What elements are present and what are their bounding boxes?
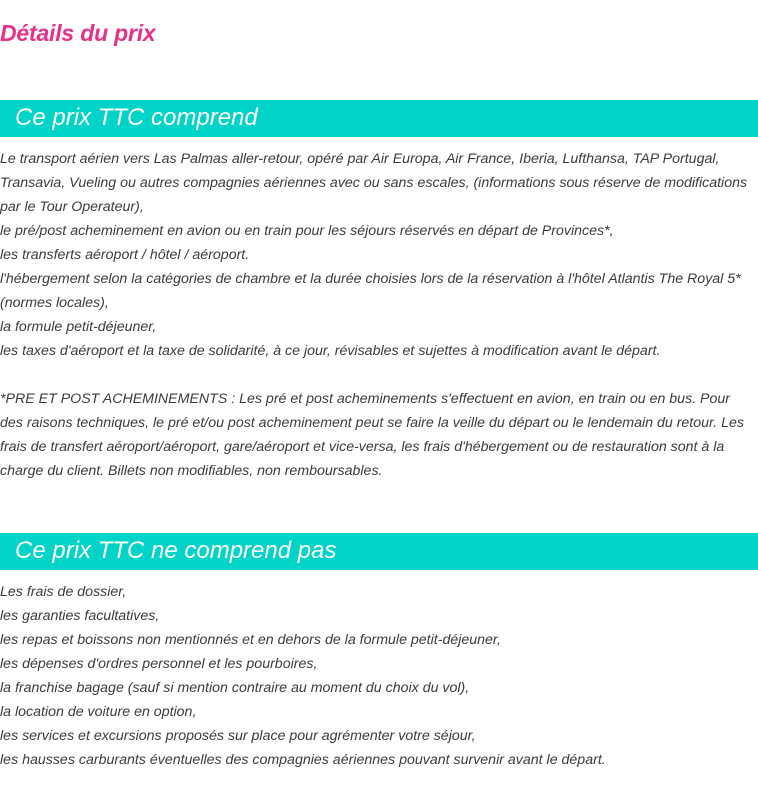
list-item: les taxes d'aéroport et la taxe de solidarité, à ce jour, révisables et sujettes à modification avant le départ. (0, 343, 661, 359)
list-item: l'hébergement selon la catégories de chambre et la durée choisies lors de la réservation à l'hôtel Atlantis The Royal 5* (normes locales), (0, 271, 741, 311)
included-heading: Ce prix TTC comprend (15, 104, 258, 131)
list-item: la location de voiture en option, (0, 704, 197, 720)
list-item: les transferts aéroport / hôtel / aéroport. (0, 247, 250, 263)
list-item: les services et excursions proposés sur place pour agrémenter votre séjour, (0, 728, 476, 744)
included-section-header (0, 100, 758, 137)
excluded-section-header (0, 533, 758, 570)
included-list (0, 147, 756, 363)
excluded-list (0, 580, 756, 772)
list-item: les garanties facultatives, (0, 608, 160, 624)
acheminement-note (0, 387, 756, 483)
note-text: *PRE ET POST ACHEMINEMENTS : Les pré et post acheminements s'effectuent en avion, en train ou en bus. Pour des raisons techniques, le pré et/ou post acheminement peut se faire la veille du départ ou le lendemain du retour. Les frais de transfert aéroport/aéroport, gare/aéroport et vice-versa, les frais d'hébergement ou de restauration sont à la charge du client. Billets non modifiables, non remboursables. (0, 391, 744, 479)
list-item: la formule petit-déjeuner, (0, 319, 157, 335)
list-item: les hausses carburants éventuelles des compagnies aériennes pouvant survenir avant le départ. (0, 752, 606, 768)
list-item: les repas et boissons non mentionnés et en dehors de la formule petit-déjeuner, (0, 632, 501, 648)
list-item: Le transport aérien vers Las Palmas aller-retour, opéré par Air Europa, Air France, Iberia, Lufthansa, TAP Portugal, Transavia, Vueling ou autres compagnies aériennes avec ou sans escales, (informations sous réserve de modifications par le Tour Operateur), (0, 151, 748, 215)
list-item: les dépenses d'ordres personnel et les pourboires, (0, 656, 318, 672)
list-item: Les frais de dossier, (0, 584, 127, 600)
list-item: la franchise bagage (sauf si mention contraire au moment du choix du vol), (0, 680, 470, 696)
list-item: le pré/post acheminement en avion ou en train pour les séjours réservés en départ de Provinces*, (0, 223, 614, 239)
excluded-heading: Ce prix TTC ne comprend pas (15, 537, 337, 564)
page-title: Détails du prix (0, 20, 156, 46)
